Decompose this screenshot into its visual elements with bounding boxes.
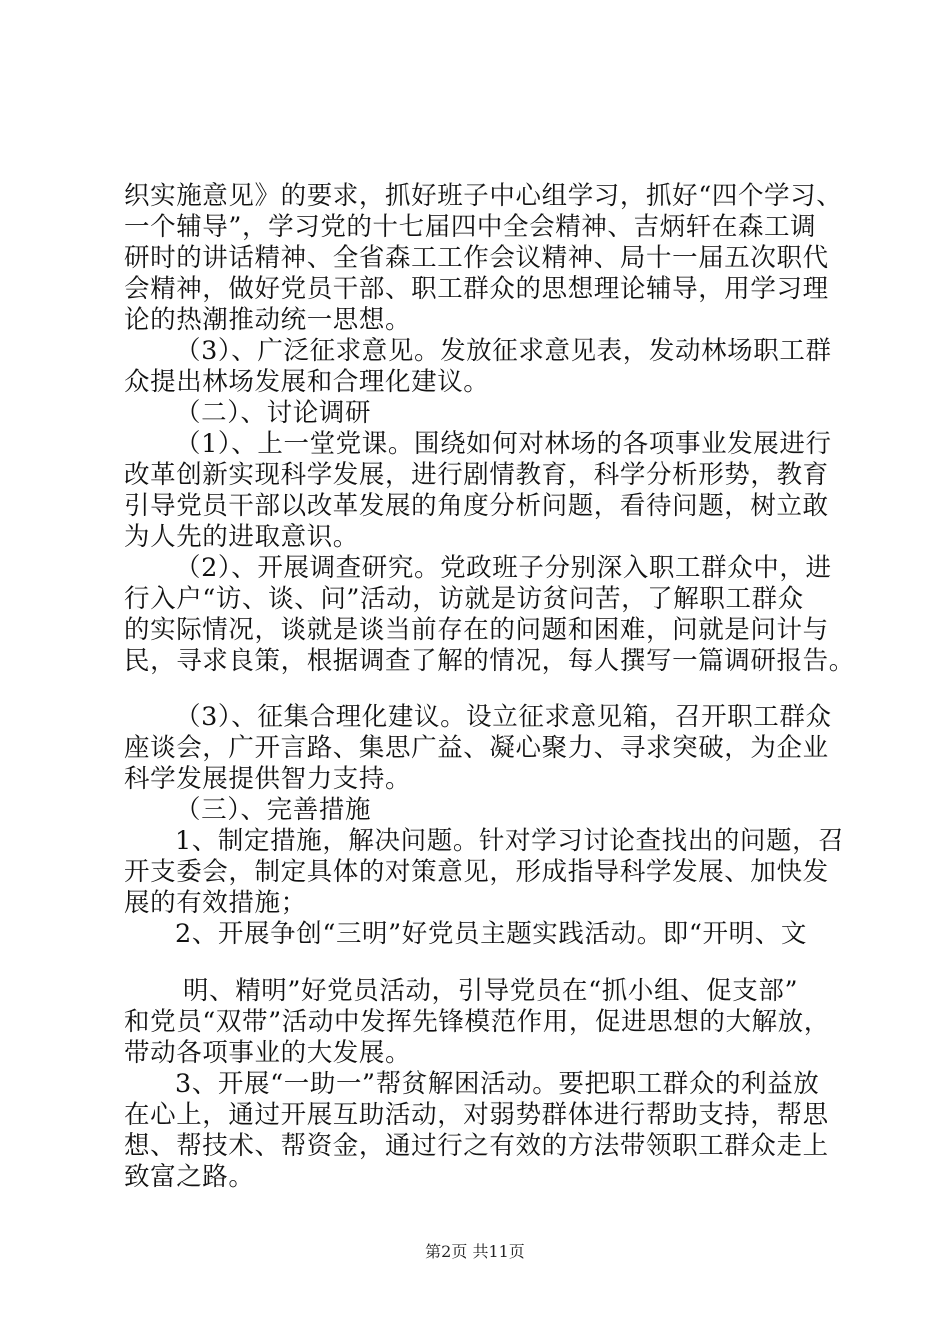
text-line: （3）、广泛征求意见。发放征求意见表，发动林场职工群 (175, 336, 832, 366)
text-line: （3）、征集合理化建议。设立征求意见箱，召开职工群众 (175, 702, 832, 732)
text-line: 科学发展提供智力支持。 (124, 764, 412, 794)
text-line: 为人先的进取意识。 (124, 522, 359, 552)
text-line: 展的有效措施； (124, 888, 307, 918)
text-line: 带动各项事业的大发展。 (124, 1038, 412, 1068)
text-line: 民，寻求良策，根据调查了解的情况，每人撰写一篇调研报告。 (124, 646, 855, 676)
text-line: 会精神，做好党员干部、职工群众的思想理论辅导，用学习理 (124, 274, 829, 304)
text-line: 1、制定措施，解决问题。针对学习讨论查找出的问题，召 (175, 826, 845, 856)
section-heading: （三）、完善措施 (175, 795, 372, 825)
section-heading: （二）、讨论调研 (175, 398, 372, 428)
text-line: 众提出林场发展和合理化建议。 (124, 367, 490, 397)
text-line: 改革创新实现科学发展，进行剧情教育，科学分析形势，教育 (124, 460, 829, 490)
text-line: 的实际情况，谈就是谈当前存在的问题和困难，问就是问计与 (124, 615, 829, 645)
text-line: 明、精明”好党员活动，引导党员在“抓小组、促支部” (183, 976, 799, 1006)
text-line: （1）、上一堂党课。围绕如何对林场的各项事业发展进行 (175, 429, 832, 459)
text-line: 开支委会，制定具体的对策意见，形成指导科学发展、加快发 (124, 857, 829, 887)
text-line: 座谈会，广开言路、集思广益、凝心聚力、寻求突破，为企业 (124, 733, 829, 763)
text-line: （2）、开展调查研究。党政班子分别深入职工群众中，进 (175, 553, 832, 583)
text-line: 论的热潮推动统一思想。 (124, 305, 412, 335)
text-line: 在心上，通过开展互助活动，对弱势群体进行帮助支持，帮思 (124, 1100, 829, 1130)
text-line: 织实施意见》的要求，抓好班子中心组学习，抓好“四个学习、 (124, 181, 843, 211)
page-number-footer: 第2页 共11页 (425, 1242, 525, 1261)
text-line: 引导党员干部以改革发展的角度分析问题，看待问题，树立敢 (124, 491, 829, 521)
text-line: 2、开展争创“三明”好党员主题实践活动。即“开明、文 (175, 919, 807, 949)
text-line: 行入户“访、谈、问”活动，访就是访贫问苦，了解职工群众 (124, 584, 804, 614)
text-line: 研时的讲话精神、全省森工工作会议精神、局十一届五次职代 (124, 243, 829, 273)
text-line: 想、帮技术、帮资金，通过行之有效的方法带领职工群众走上 (124, 1131, 829, 1161)
text-line: 一个辅导”，学习党的十七届四中全会精神、吉炳轩在森工调 (124, 212, 817, 242)
text-line: 致富之路。 (124, 1162, 255, 1192)
text-line: 和党员“双带”活动中发挥先锋模范作用，促进思想的大解放， (124, 1007, 830, 1037)
text-line: 3、开展“一助一”帮贫解困活动。要把职工群众的利益放 (175, 1069, 820, 1099)
